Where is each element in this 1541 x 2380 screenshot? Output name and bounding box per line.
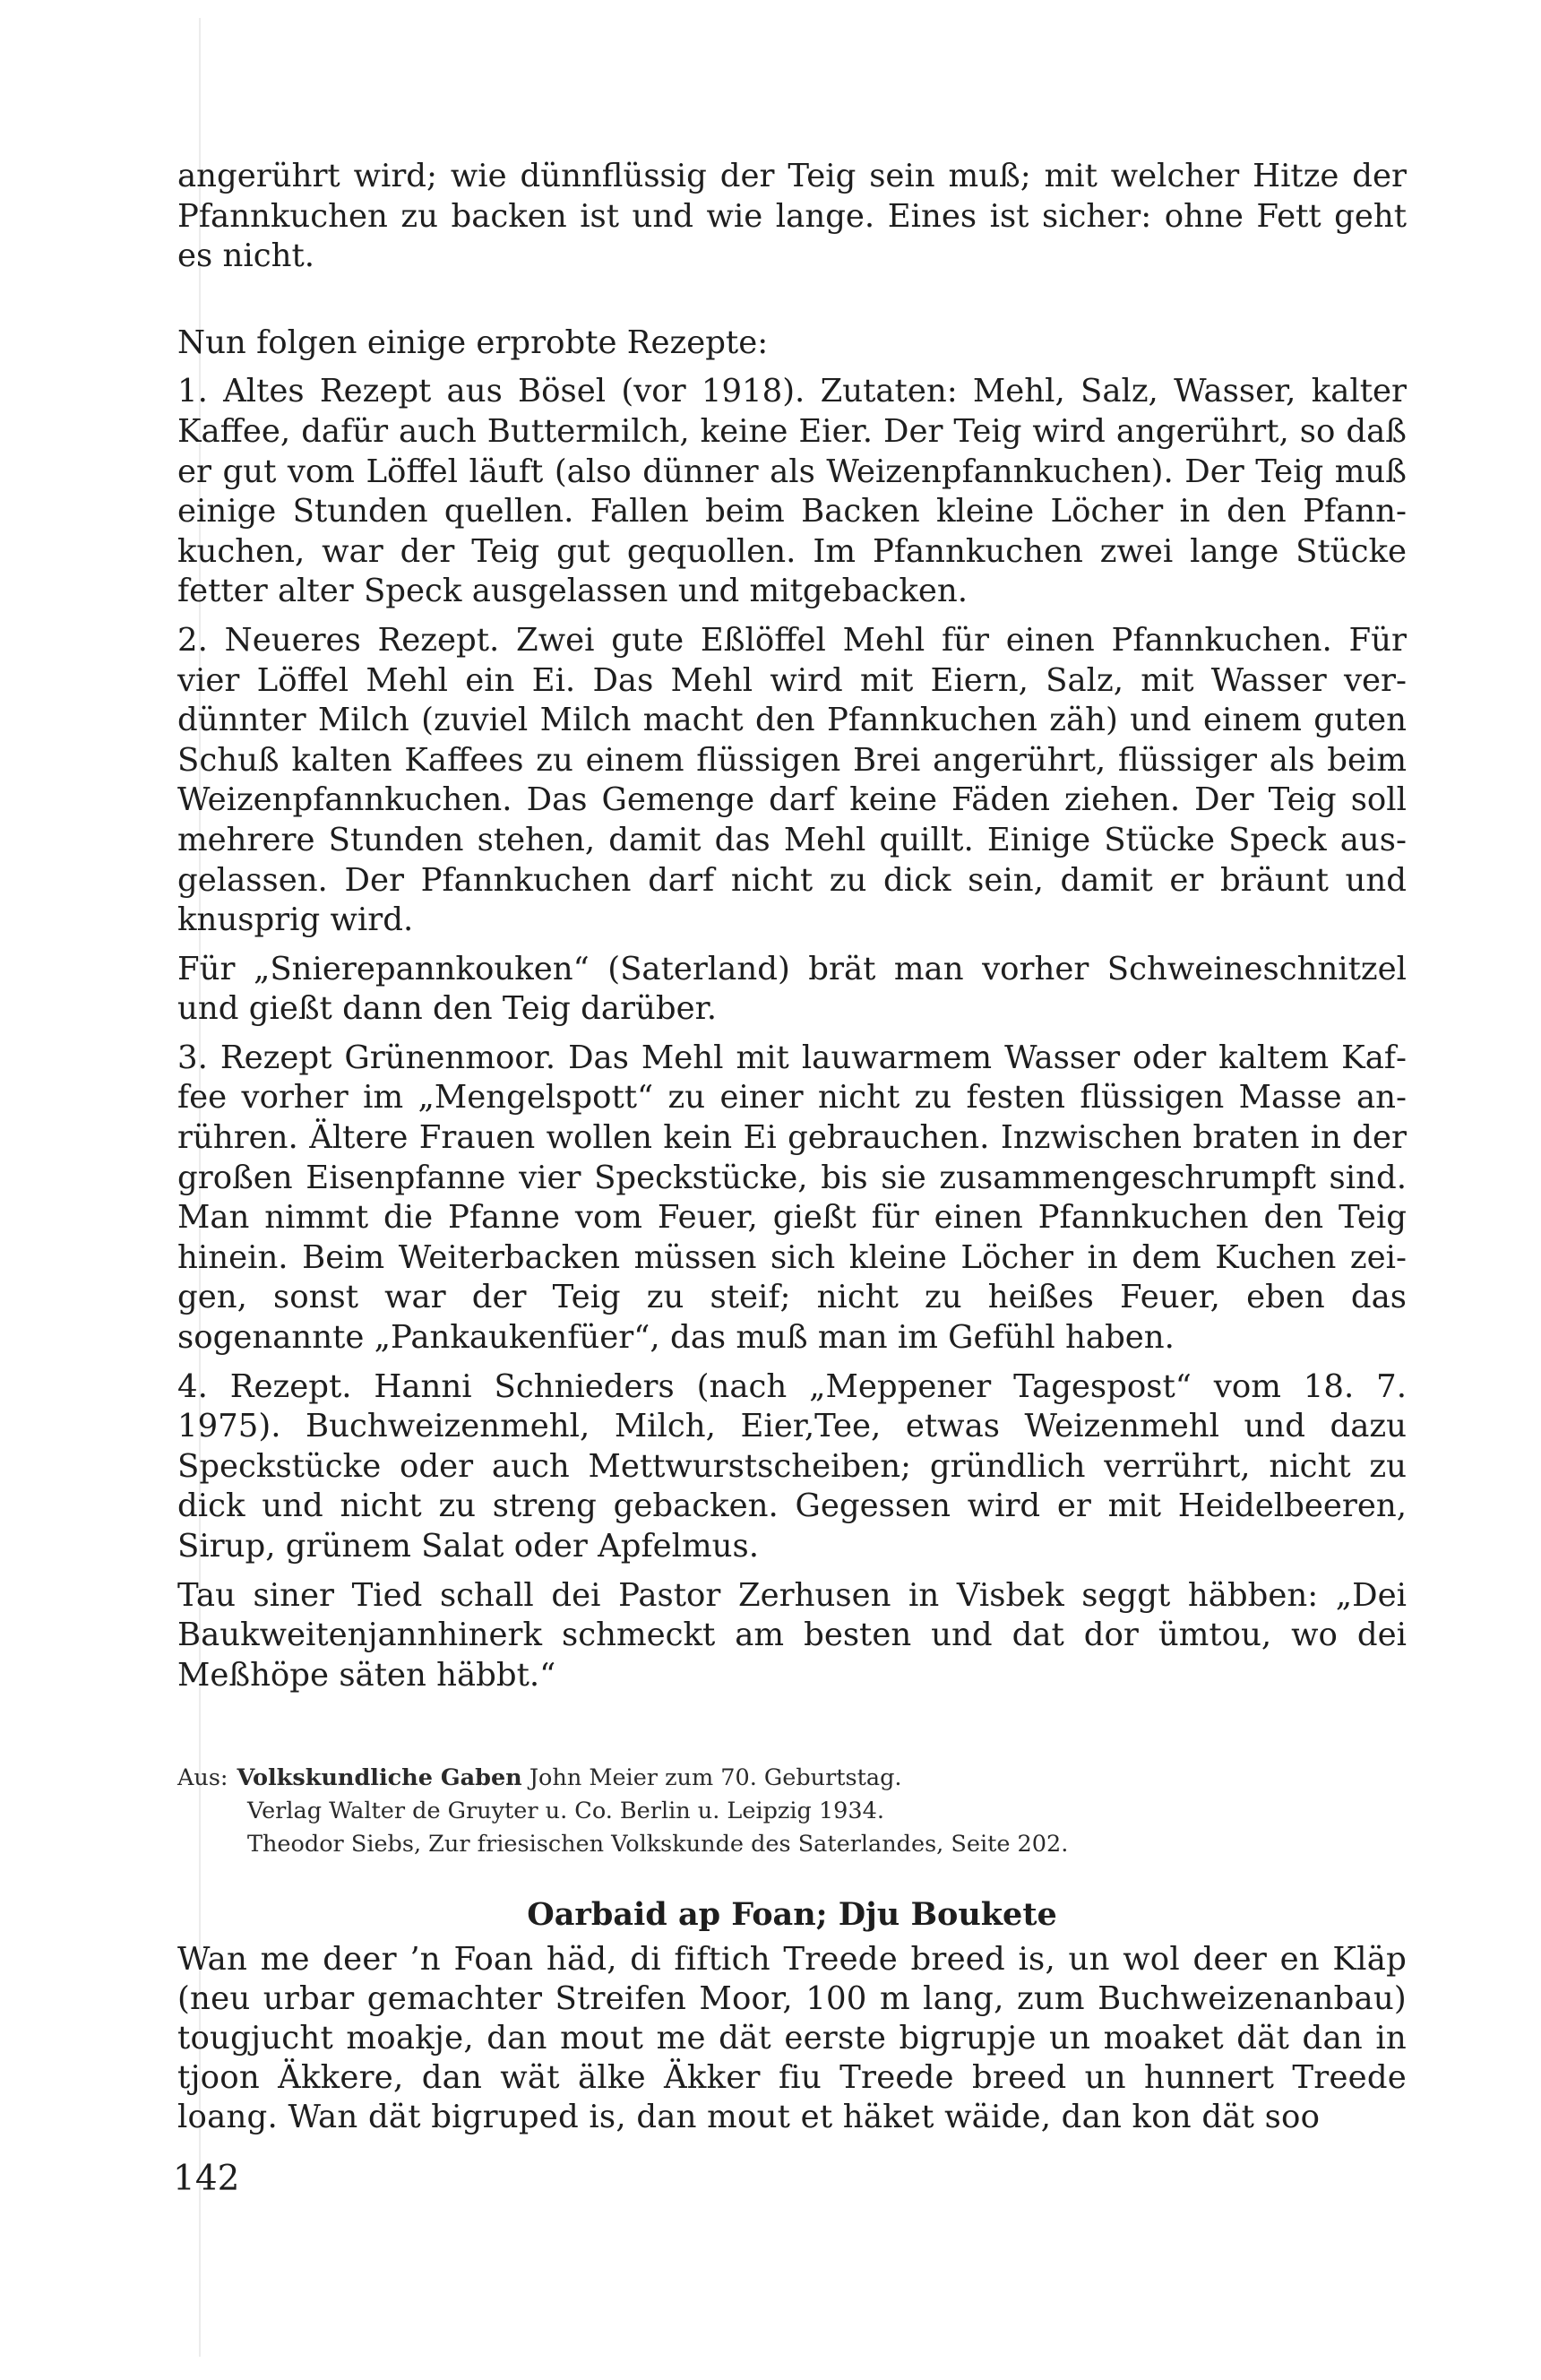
paragraph-quote-zerhusen: Tau siner Tied schall dei Pastor Zerhusen in Visbek seggt häbben: „Dei Baukweitenjannhinerk schmeckt am besten und dat dor ümtou, wo dei Meßhöpe säten häbbt.“ <box>177 1576 1407 1694</box>
source-title: Volkskundliche Gaben <box>237 1764 522 1792</box>
page-content <box>177 157 1407 2136</box>
paragraph-recipe-2: 2. Neueres Rezept. Zwei gute Eßlöffel Mehl für einen Pfannkuchen. Für vier Löffel Mehl ein Ei. Das Mehl wird mit Eiern, Salz, mit Wasser verdünnter Milch (zuviel Milch macht den Pfannkuchen zäh) und einem guten Schuß kalten Kaffees zu einem flüssigen Brei angerührt, flüssiger als beim Weizenpfannkuchen. Das Gemenge darf keine Fäden ziehen. Der Teig soll mehrere Stunden stehen, damit das Mehl quillt. Einige Stücke Speck ausgelassen. Der Pfannkuchen darf nicht zu dick sein, damit er bräunt und knusprig wird. <box>177 621 1407 939</box>
paragraph-intro-continued: angerührt wird; wie dünnflüssig der Teig sein muß; mit welcher Hitze der Pfannkuchen zu backen ist und wie lange. Eines ist sicher: ohne Fett geht es nicht. <box>177 158 1407 275</box>
page-number: 142 <box>173 2159 240 2199</box>
section-paragraph: Wan me deer ’n Foan häd, di fiftich Treede breed is, un wol deer en Kläp (neu urbar gemachter Streifen Moor, 100 m lang, zum Buchweizenanbau) tougjucht moakje, dan mout me dät eerste bigrupje un moaket dät dan in tjoon Äkkere, dan wät älke Äkker fiu Treede breed un hunnert Treede loang. Wan dät bigruped is, dan mout et häket wäide, dan kon dät soo <box>177 1941 1407 2135</box>
source-citation <box>177 1762 1407 1861</box>
paragraph-recipe-3: 3. Rezept Grünenmoor. Das Mehl mit lauwarmem Wasser oder kaltem Kaffee vorher im „Mengelspott“ zu einer nicht zu festen flüssigen Masse anrühren. Ältere Frauen wollen kein Ei gebrauchen. Inzwischen braten in der großen Eisenpfanne vier Speckstücke, bis sie zusammengeschrumpft sind. Man nimmt die Pfanne vom Feuer, gießt für einen Pfannkuchen den Teig hinein. Beim Weiterbacken müssen sich kleine Löcher in dem Kuchen zeigen, sonst war der Teig zu steif; nicht zu heißes Feuer, eben das sogenannte „Pankaukenfüer“, das muß man im Gefühl haben. <box>177 1039 1407 1357</box>
paragraph-snierepannkouken: Für „Snierepannkouken“ (Saterland) brät man vorher Schweineschnitzel und gießt dann den Teig darüber. <box>177 950 1407 1028</box>
source-line1-rest: John Meier zum 70. Geburtstag. <box>529 1764 902 1792</box>
section-heading: Oarbaid ap Foan; Dju Boukete <box>527 1896 1057 1934</box>
source-line-3: Theodor Siebs, Zur friesischen Volkskunde des Saterlandes, Seite 202. <box>247 1831 1069 1858</box>
paragraph-recipe-1: 1. Altes Rezept aus Bösel (vor 1918). Zutaten: Mehl, Salz, Wasser, kalter Kaffee, dafür auch Buttermilch, keine Eier. Der Teig wird angerührt, so daß er gut vom Löffel läuft (also dünner als Weizenpfannkuchen). Der Teig muß einige Stunden quellen. Fallen beim Backen kleine Löcher in den Pfannkuchen, war der Teig gut gequollen. Im Pfannkuchen zwei lange Stücke fetter alter Speck ausgelassen und mitgebacken. <box>177 373 1407 610</box>
paragraph-recipes-intro: Nun folgen einige erprobte Rezepte: <box>177 323 769 361</box>
paragraph-recipe-4: 4. Rezept. Hanni Schnieders (nach „Meppener Tagespost“ vom 18. 7. 1975). Buchweizenmehl, Milch, Eier,Tee, etwas Weizenmehl und dazu Speckstücke oder auch Mettwurstscheiben; gründlich verrührt, nicht zu dick und nicht zu streng gebacken. Gegessen wird er mit Heidelbeeren, Sirup, grünem Salat oder Apfelmus. <box>177 1367 1407 1565</box>
source-line-2: Verlag Walter de Gruyter u. Co. Berlin u. Leipzig 1934. <box>247 1798 884 1825</box>
source-line-1 <box>177 1762 1407 1795</box>
source-prefix: Aus: <box>177 1764 228 1792</box>
